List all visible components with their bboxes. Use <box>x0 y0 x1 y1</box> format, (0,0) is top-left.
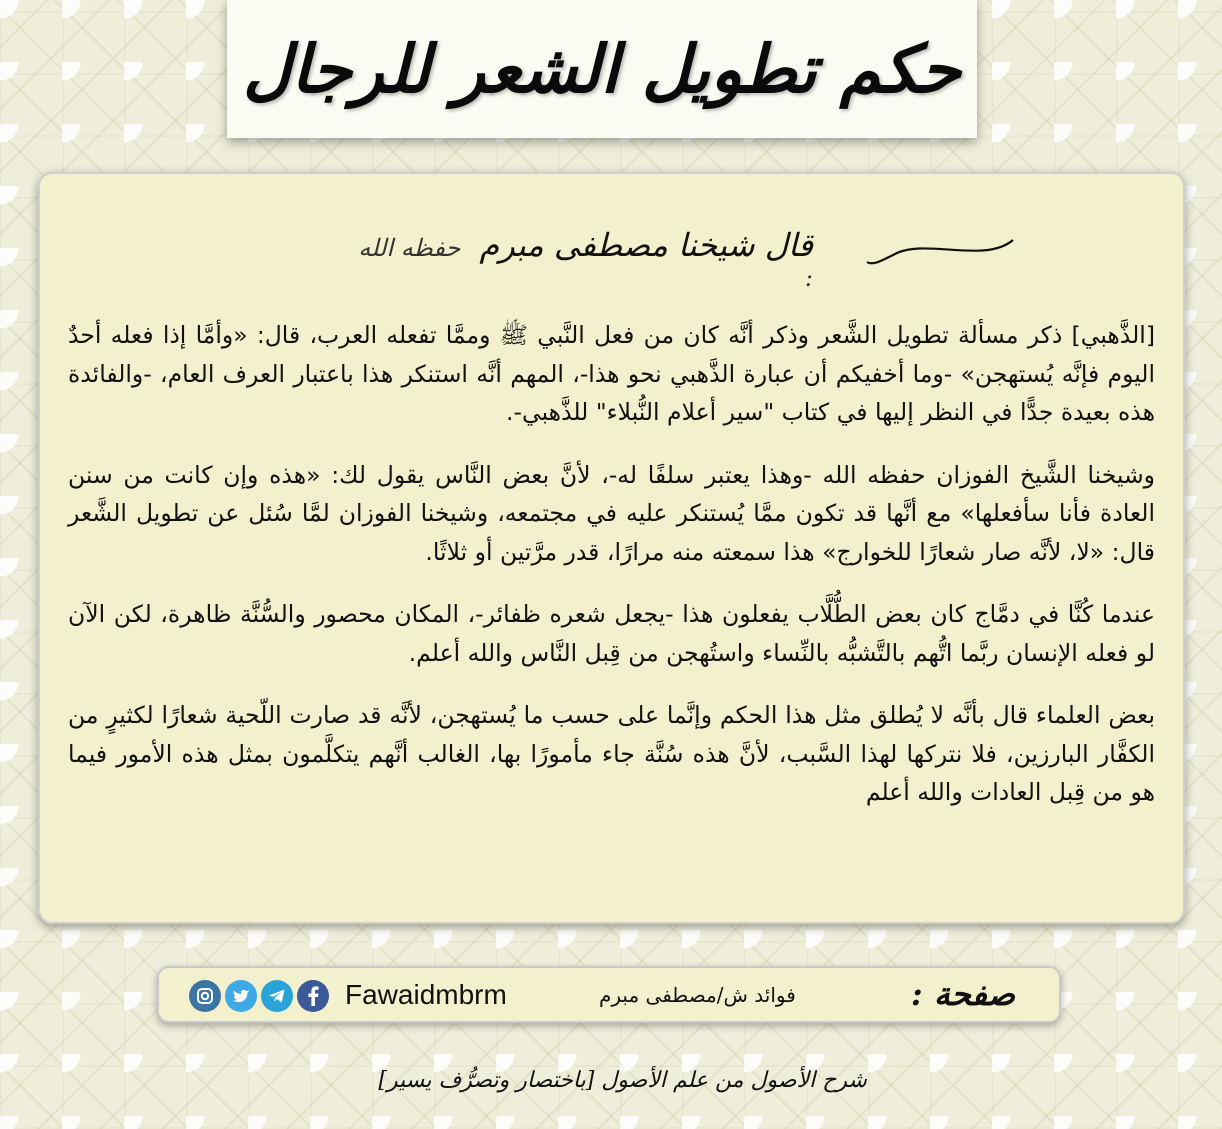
content-card <box>38 172 1185 924</box>
paragraph-1: [الذَّهبي] ذكر مسألة تطويل الشَّعر وذكر أنَّه كان من فعل النَّبي ﷺ وممَّا تفعله العرب، قال: «وأمَّا إذا فعله أحدٌ اليوم فإنَّه يُستهجن» -وما أخفيكم أن عبارة الذَّهبي نحو هذا-، المهم أنَّه استنكر هذا باعتبار العرف العام، -والفائدة هذه بعيدة جدًّا في النظر إليها في كتاب "سير أعلام النُّبلاء" للذَّهبي-. <box>68 321 1155 426</box>
intro-line <box>353 226 813 316</box>
paragraph-4: بعض العلماء قال بأنَّه لا يُطلق مثل هذا الحكم وإنَّما على حسب ما يُستهجن، لأنَّه قد صارت اللّحية شعارًا لكثيرٍ من الكفَّار البارزين، فلا نتركها لهذا السَّبب، لأنَّ هذه سُنَّة جاء مأمورًا بها، الغالب أنَّهم يتكلَّمون بمثل هذه الأمور فيما هو من قِبل العادات والله أعلم <box>68 701 1155 806</box>
twitter-icon[interactable] <box>225 980 257 1012</box>
page-title: حكم تطويل الشعر للرجال <box>243 30 961 108</box>
social-handle[interactable]: Fawaidmbrm <box>345 979 507 1010</box>
intro-honorific: حفظه الله : <box>358 234 813 292</box>
fawaid-label: فوائد ش/مصطفى مبرم <box>599 983 796 1007</box>
calligraphy-swash-ornament <box>865 236 1015 266</box>
title-plate <box>227 0 977 138</box>
intro-text: قال شيخنا مصطفى مبرم <box>479 226 813 264</box>
footer-bar <box>157 966 1061 1023</box>
article-body <box>68 316 1155 836</box>
facebook-icon[interactable] <box>297 980 329 1012</box>
social-icons <box>189 980 329 1012</box>
paragraph-3: عندما كُنَّا في دمَّاج كان بعض الطُّلَّاب يفعلون هذا -يجعل شعره ظفائر-، المكان محصور والسُّنَّة ظاهرة، لكن الآن لو فعله الإنسان ربَّما اتُّهم بالتَّشبُّه بالنِّساء واستُهجن من قِبل النَّاس والله أعلم. <box>68 600 1155 667</box>
paragraph-2: وشيخنا الشَّيخ الفوزان حفظه الله -وهذا يعتبر سلفًا له-، لأنَّ بعض النَّاس يقول لك: «هذه وإن كانت من سنن العادة فأنا سأفعلها» مع أنَّها قد تكون ممَّا يُستنكر عليه في مجتمعه، وشيخنا الفوزان لمَّا سُئل عن تطويل الشَّعر قال: «لا، لأنَّه صار شعارًا للخوارج» هذا سمعته منه مرارًا، قدر مرَّتين أو ثلاثًا. <box>68 460 1155 566</box>
instagram-icon[interactable] <box>189 980 221 1012</box>
telegram-icon[interactable] <box>261 980 293 1012</box>
source-reference: شرح الأصول من علم الأصول [باختصار وتصرُّف يسير] <box>378 1068 867 1093</box>
page-label: صفحة : <box>910 975 1015 1013</box>
